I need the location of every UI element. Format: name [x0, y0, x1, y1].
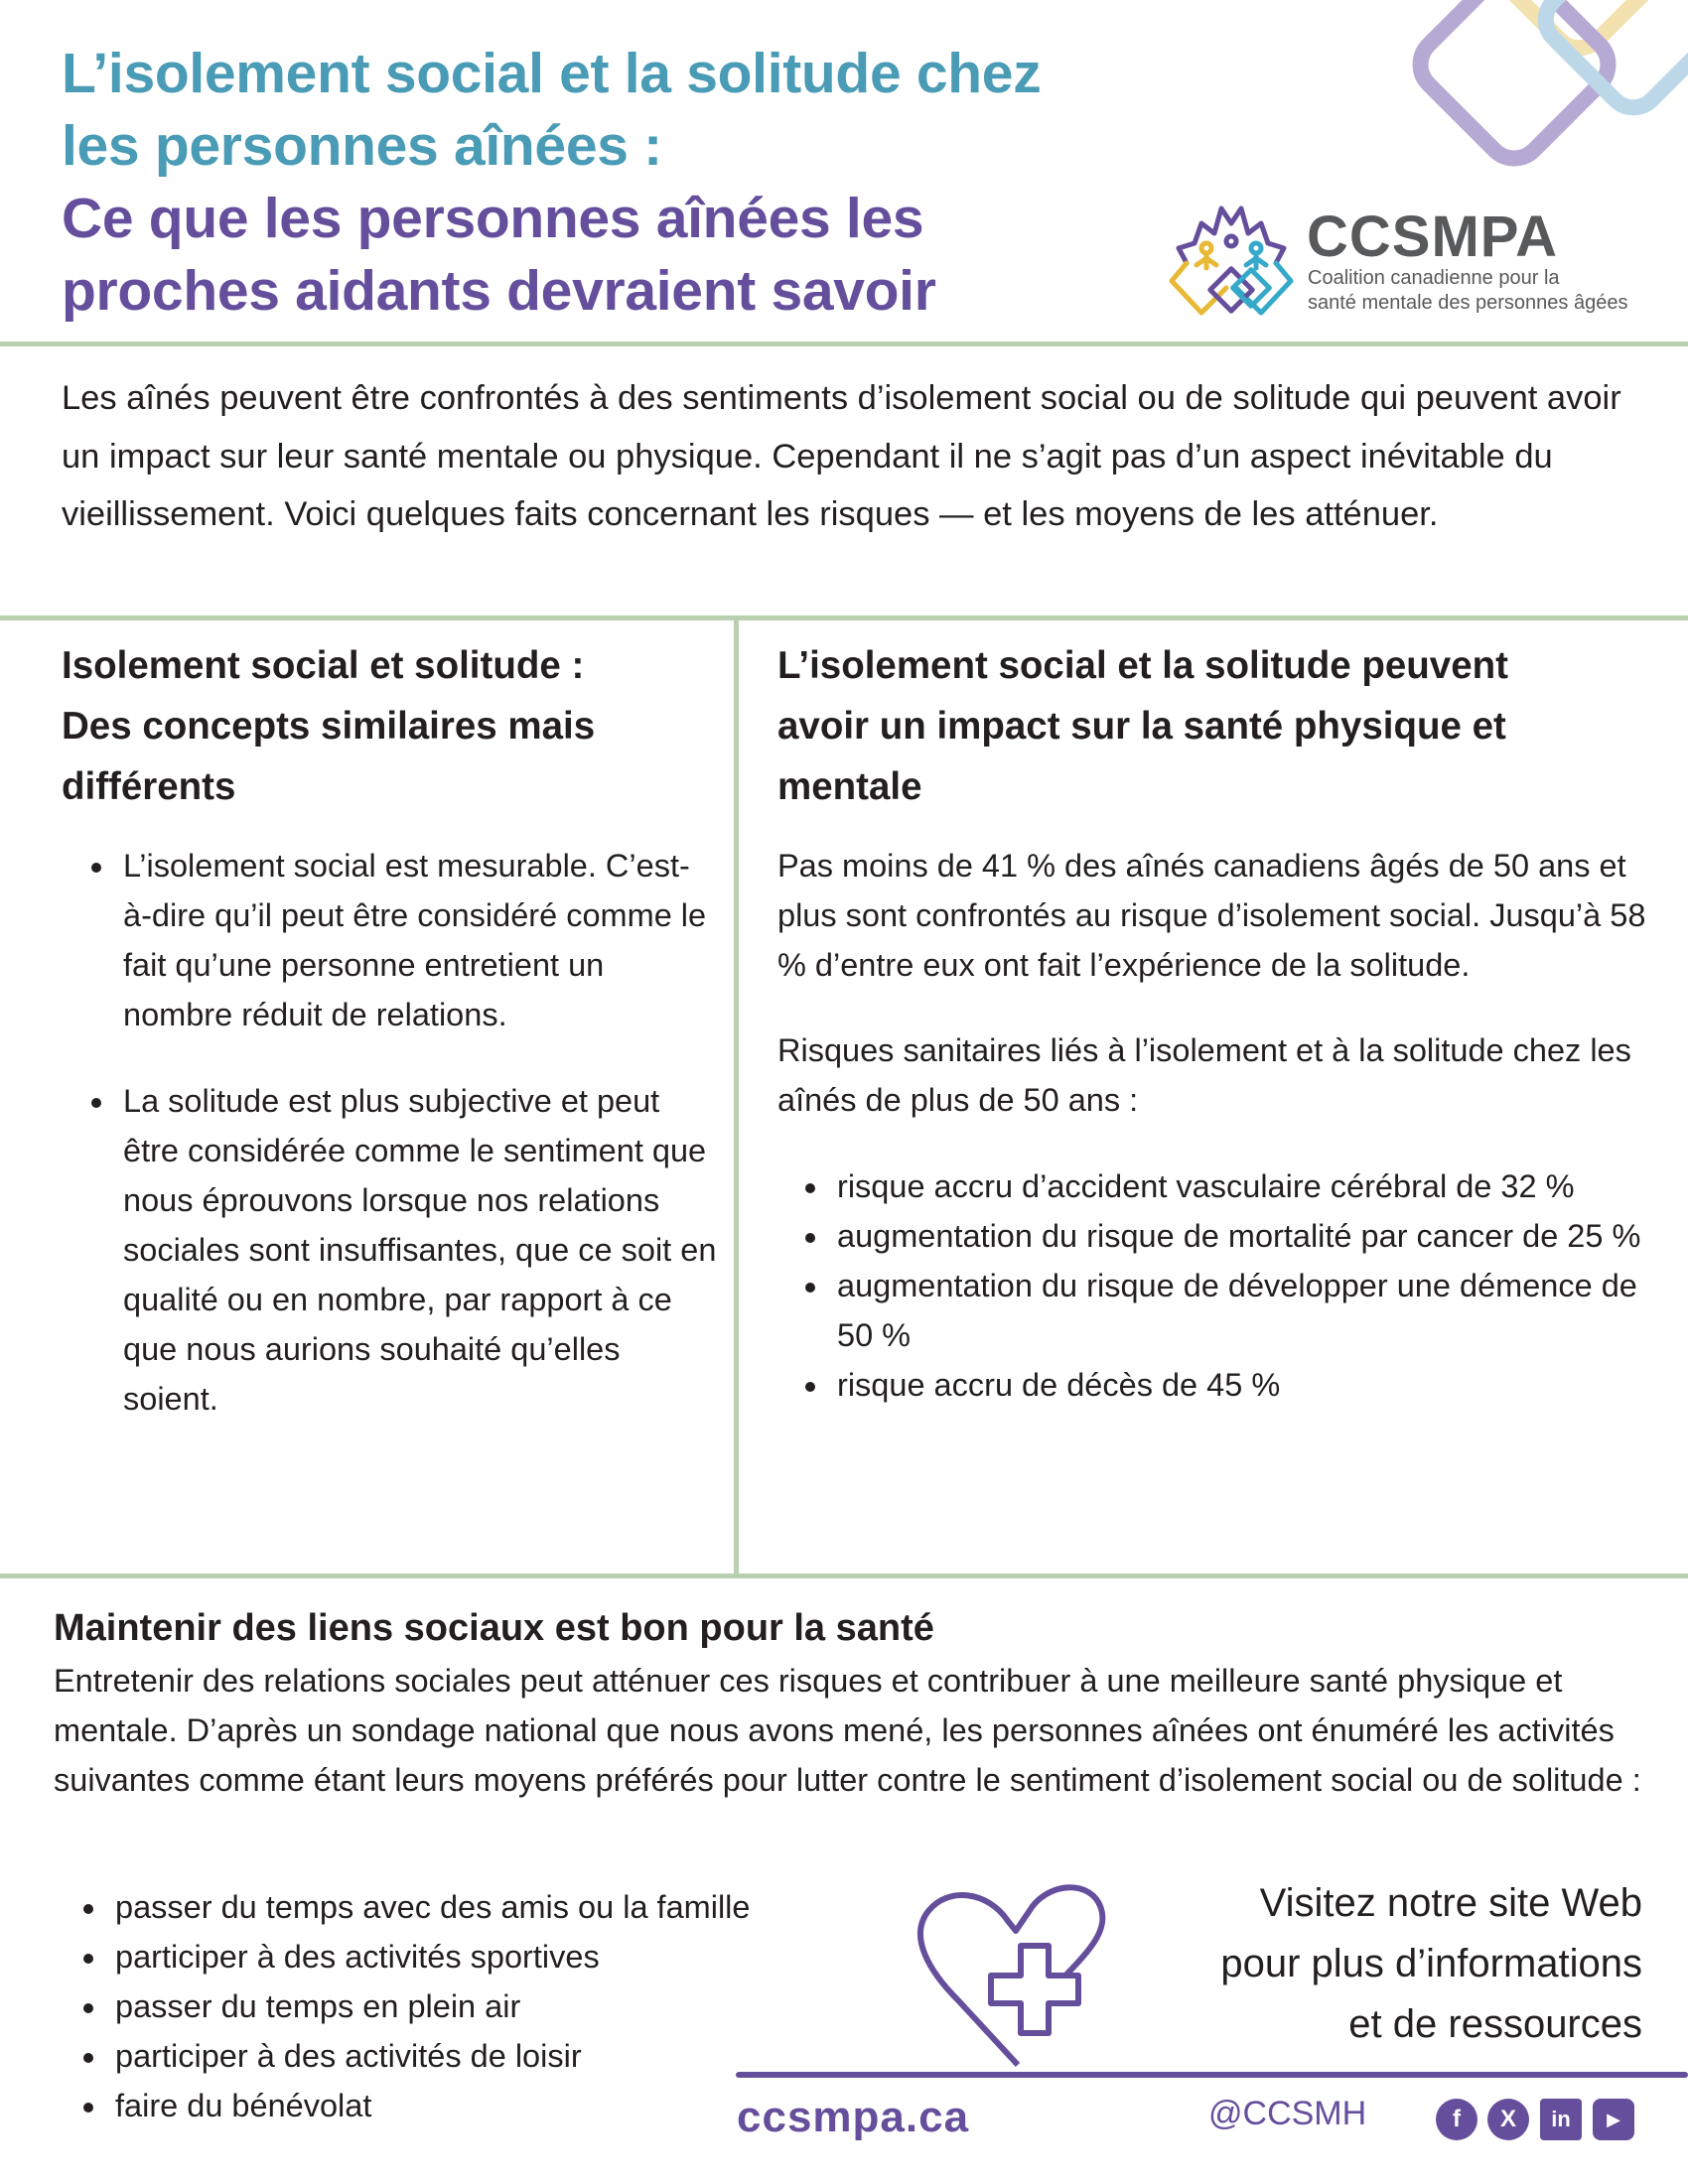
- footer-divider: [736, 2072, 1688, 2078]
- visit-line-3: et de ressources: [1348, 2002, 1642, 2046]
- divider-top: [0, 341, 1688, 346]
- list-item: augmentation du risque de développer une démence de 50 %: [777, 1261, 1651, 1360]
- subtitle-line-2: proches aidants devraient savoir: [62, 259, 936, 323]
- list-item: faire du bénévolat: [54, 2081, 908, 2130]
- list-item: risque accru d’accident vasculaire cérébral de 32 %: [777, 1161, 1651, 1211]
- list-item: participer à des activités de loisir: [54, 2031, 908, 2081]
- left-heading-line-1: Isolement social et solitude :: [62, 644, 585, 687]
- health-risks-list: [777, 1161, 1651, 1410]
- left-heading-line-3: différents: [62, 765, 236, 808]
- left-section: [62, 635, 717, 1424]
- list-item: augmentation du risque de mortalité par cancer de 25 %: [777, 1211, 1651, 1261]
- logo-acronym: CCSMPA: [1307, 205, 1559, 269]
- list-item: participer à des activités sportives: [54, 1932, 908, 1981]
- list-item: L’isolement social est mesurable. C’est-à-dire qu’il peut être considéré comme le fait qu’une personne entretient un nombre réduit de relations.: [62, 841, 717, 1039]
- divider-middle: [0, 615, 1688, 620]
- x-twitter-icon[interactable]: X: [1487, 2099, 1529, 2140]
- interlocking-squares-icon: [1370, 0, 1688, 218]
- logo-full-name: [1308, 266, 1627, 316]
- facebook-icon[interactable]: f: [1436, 2099, 1477, 2140]
- list-item: passer du temps en plein air: [54, 1981, 908, 2031]
- list-item: passer du temps avec des amis ou la famille: [54, 1882, 908, 1932]
- divider-bottom: [0, 1573, 1688, 1578]
- page-title: [62, 38, 1154, 328]
- youtube-icon[interactable]: ▶: [1593, 2099, 1634, 2140]
- heart-plus-icon: [914, 1876, 1122, 2075]
- list-item: risque accru de décès de 45 %: [777, 1360, 1651, 1410]
- risks-intro-paragraph: Risques sanitaires liés à l’isolement et à la solitude chez les aînés de plus de 50 ans :: [777, 1032, 1631, 1118]
- right-heading-line-1: L’isolement social et la solitude peuvent: [777, 644, 1508, 687]
- intro-paragraph: Les aînés peuvent être confrontés à des sentiments d’isolement social ou de solitude qui peuvent avoir un impact sur leur santé mentale ou physique. Cependant il ne s’agit pas d’un aspect inévitable du vieillissement. Voici quelques faits concernant les risques — et les moyens de les atténuer.: [62, 379, 1621, 533]
- right-section: [777, 635, 1651, 1410]
- statistics-paragraph: Pas moins de 41 % des aînés canadiens âgés de 50 ans et plus sont confrontés au risque d’isolement social. Jusqu’à 58 % d’entre eux ont fait l’expérience de la solitude.: [777, 848, 1646, 983]
- visit-line-2: pour plus d’informations: [1220, 1942, 1642, 1985]
- right-section-heading: [777, 635, 1651, 817]
- logo-name-line-2: santé mentale des personnes âgées: [1308, 292, 1628, 314]
- linkedin-icon[interactable]: in: [1540, 2099, 1582, 2140]
- right-heading-line-3: mentale: [777, 765, 922, 808]
- visit-line-1: Visitez notre site Web: [1259, 1881, 1642, 1925]
- maple-leaf-people-logo-icon: [1167, 204, 1296, 323]
- list-item: La solitude est plus subjective et peut être considérée comme le sentiment que nous éprouvons lorsque nos relations sociales sont insuffisantes, que ce soit en qualité ou en nombre, par rapport à ce que nous aurions souhaité qu’elles soient.: [62, 1076, 717, 1424]
- left-heading-line-2: Des concepts similaires mais: [62, 705, 596, 748]
- website-link[interactable]: ccsmpa.ca: [737, 2093, 970, 2141]
- definitions-list: [62, 841, 717, 1424]
- visit-website-callout: [1220, 1873, 1642, 2055]
- right-heading-line-2: avoir un impact sur la santé physique et: [777, 705, 1506, 748]
- title-line-2: les personnes aînées :: [62, 114, 662, 178]
- column-divider: [734, 617, 739, 1576]
- subtitle-line-1: Ce que les personnes aînées les: [62, 187, 924, 250]
- bottom-section-heading: Maintenir des liens sociaux est bon pour la santé: [54, 1607, 934, 1649]
- title-line-1: L’isolement social et la solitude chez: [62, 42, 1042, 105]
- social-handle-link[interactable]: @CCSMH: [1208, 2095, 1367, 2132]
- left-section-heading: [62, 635, 717, 817]
- bottom-section-paragraph: Entretenir des relations sociales peut atténuer ces risques et contribuer à une meilleure santé physique et mentale. D’après un sondage national que nous avons mené, les personnes aînées ont énuméré les activités suivantes comme étant leurs moyens préférés pour lutter contre le sentiment d’isolement social ou de solitude :: [54, 1663, 1641, 1798]
- logo-name-line-1: Coalition canadienne pour la: [1308, 267, 1560, 289]
